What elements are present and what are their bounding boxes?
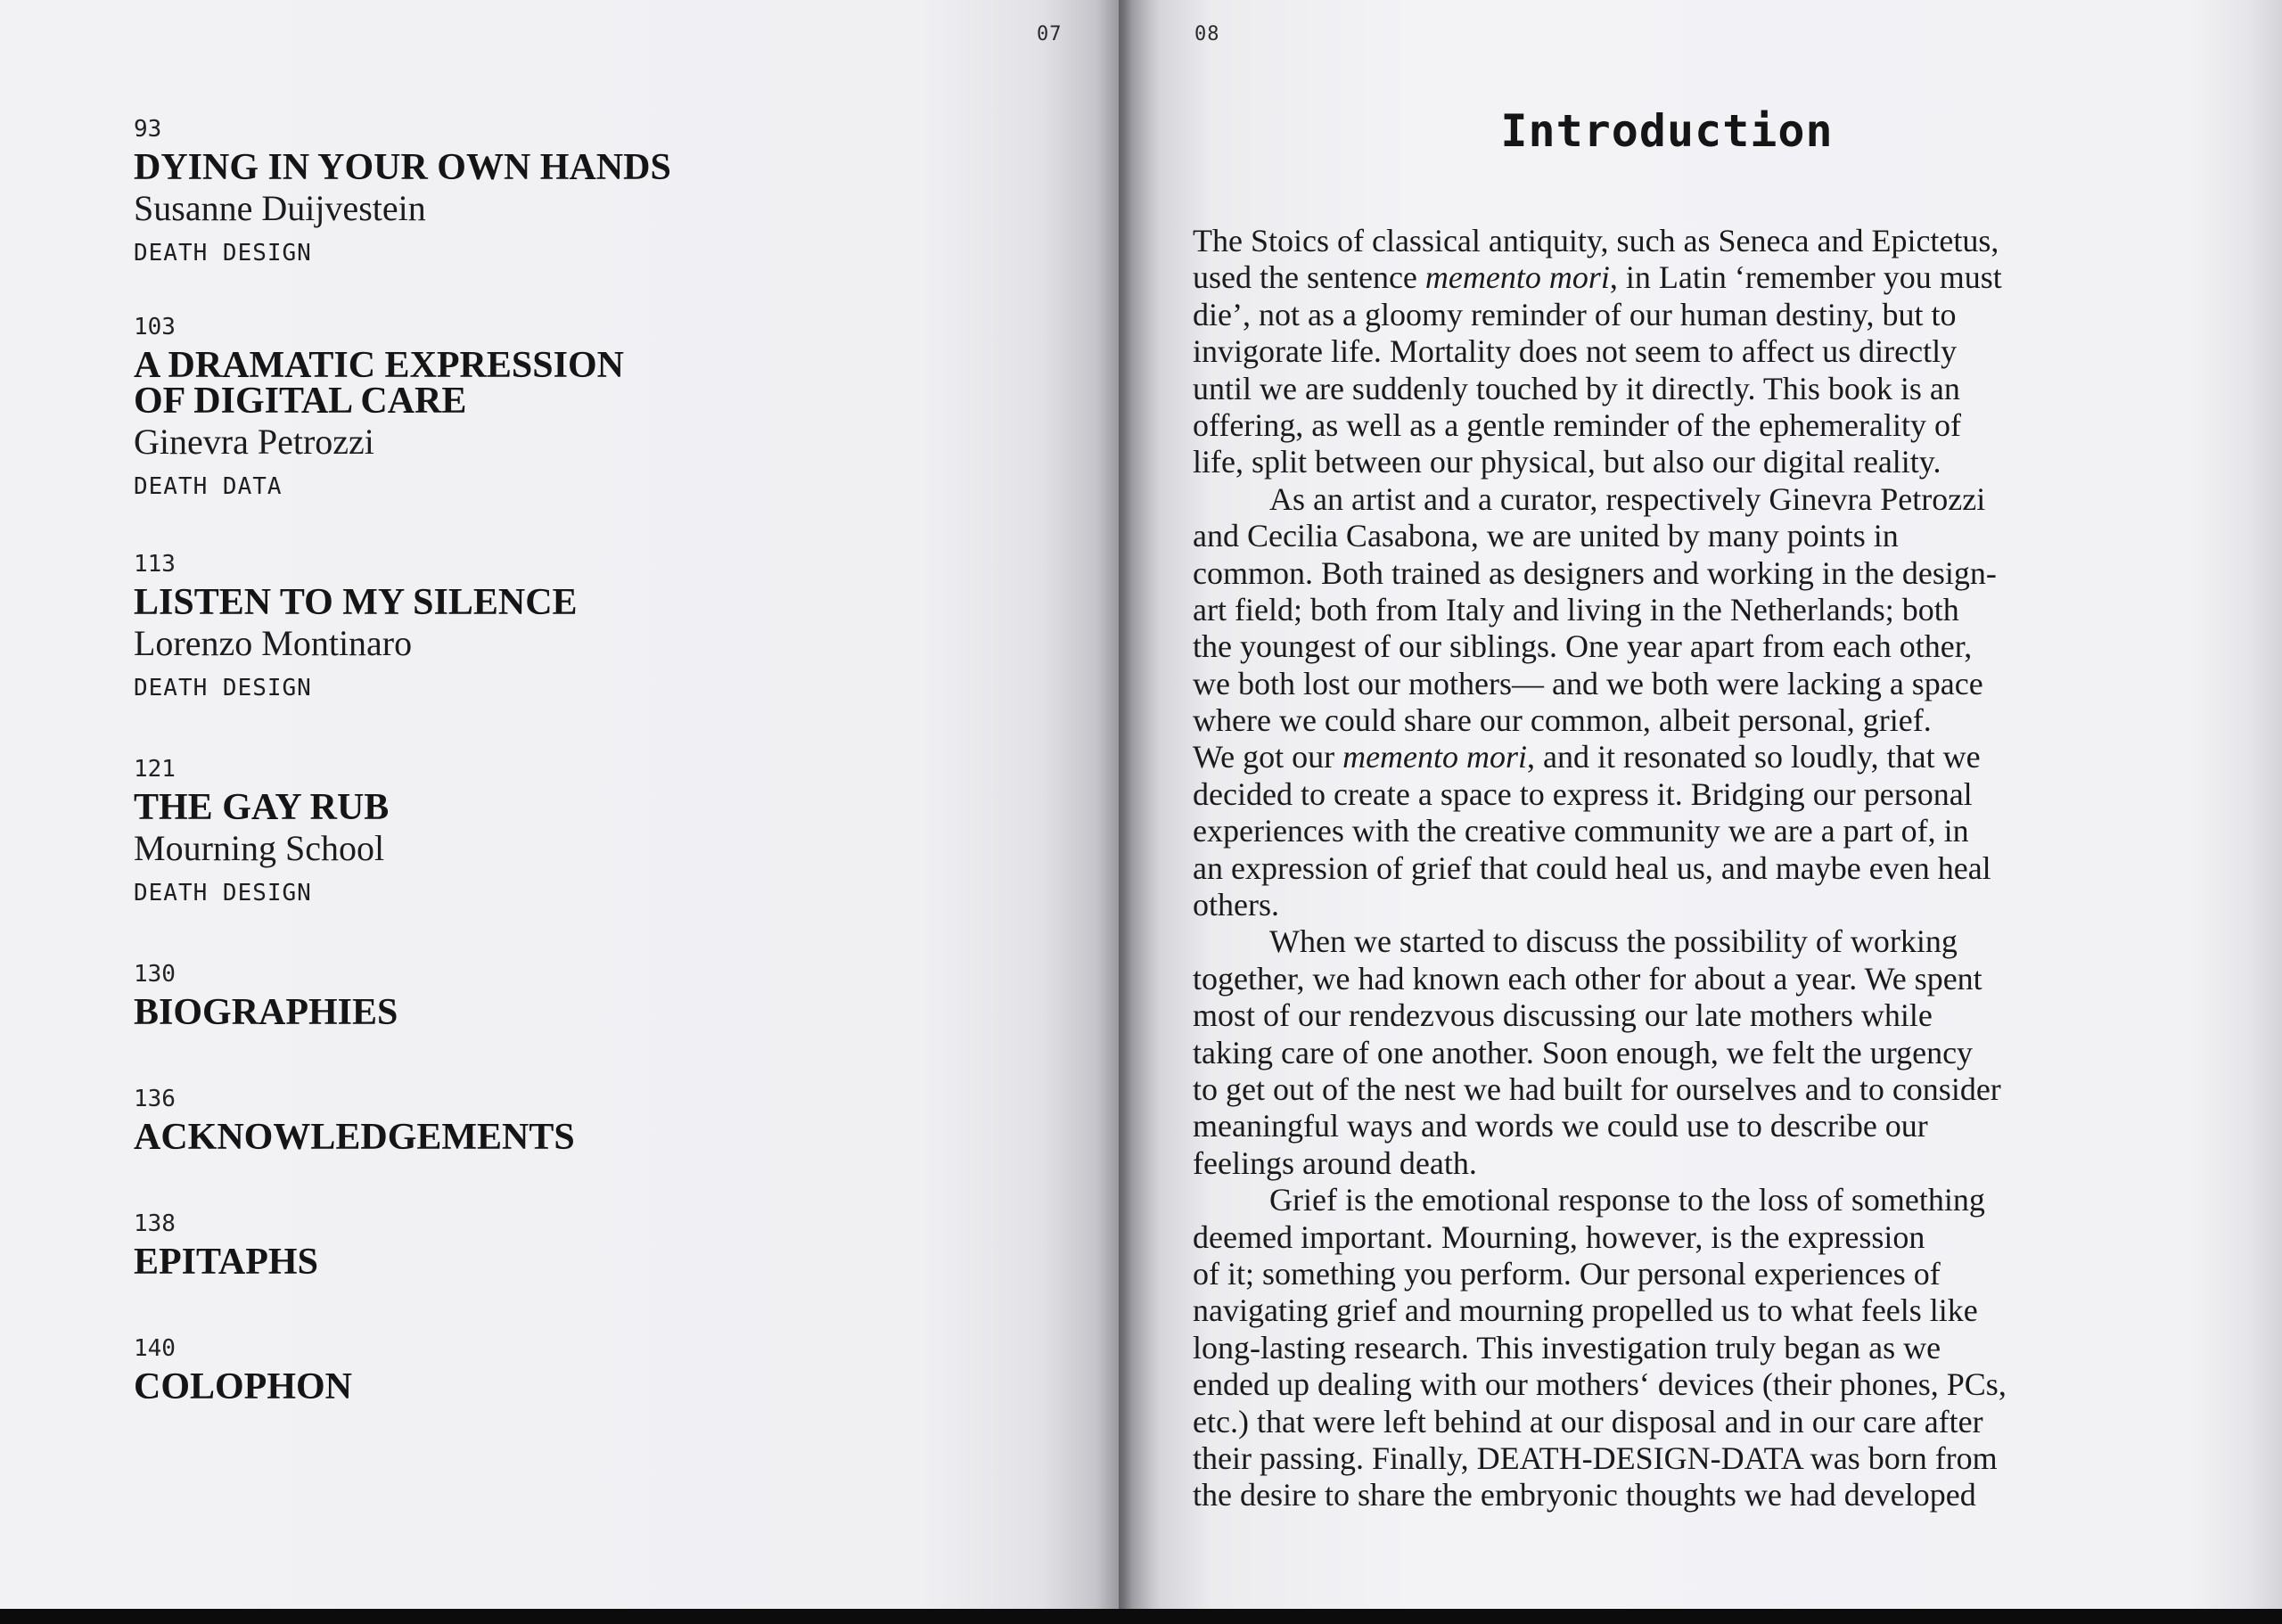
body-text-line: [1193, 1035, 2129, 1071]
text-run: meaningful ways and words we could use to describe our: [1193, 1108, 1928, 1144]
text-run: We got our: [1193, 739, 1343, 775]
text-run: common. Both trained as designers and working in the design-: [1193, 554, 1997, 591]
body-text-line: [1193, 1440, 2129, 1477]
text-run: die’, not as a gloomy reminder of our human destiny, but to: [1193, 296, 1957, 332]
toc-title-line: EPITAPHS: [134, 1242, 318, 1283]
text-run: long-lasting research. This investigation truly began as we: [1193, 1329, 1941, 1366]
text-run: , in Latin ‘remember you must: [1609, 259, 2002, 296]
body-text-line: [1193, 555, 2129, 592]
body-text-line: [1193, 297, 2129, 333]
body-text-line: [1193, 259, 2129, 296]
text-run: life, split between our physical, but also our digital reality.: [1193, 444, 1941, 480]
toc-title: [134, 345, 1025, 422]
body-text-line: [1193, 961, 2129, 997]
toc-title-line: LISTEN TO MY SILENCE: [134, 582, 578, 623]
body-text-line: [1193, 628, 2129, 665]
text-run: until we are suddenly touched by it directly. This book is an: [1193, 370, 1960, 406]
toc-title: [134, 1242, 1025, 1283]
text-run: the youngest of our siblings. One year apart from each other,: [1193, 628, 1973, 665]
body-text-line: [1193, 371, 2129, 407]
body-text-line: [1193, 702, 2129, 739]
body-text-line: [1193, 1292, 2129, 1329]
toc-title-line: COLOPHON: [134, 1366, 353, 1407]
toc-title-line: DYING IN YOUR OWN HANDS: [134, 147, 671, 188]
toc-entry: [134, 114, 1025, 271]
toc-page-number: 103: [134, 314, 176, 340]
page-number-left: 07: [1037, 23, 1063, 45]
body-text-line: [1193, 776, 2129, 813]
toc-entry: [134, 1209, 1025, 1283]
toc-author: Lorenzo Montinaro: [134, 623, 413, 663]
toc-entry: [134, 1333, 1025, 1405]
body-text-line: [1193, 407, 2129, 444]
text-run: As an artist and a curator, respectively Ginevra Petrozzi: [1269, 480, 1986, 517]
text-run: where we could share our common, albeit personal, grief.: [1193, 702, 1932, 739]
toc-title: [134, 147, 1025, 188]
body-text-line: [1193, 1330, 2129, 1366]
text-run: etc.) that were left behind at our disposal and in our care after: [1193, 1403, 1983, 1439]
toc-author: Ginevra Petrozzi: [134, 422, 374, 462]
body-text-line: [1193, 592, 2129, 628]
toc-title-line: OF DIGITAL CARE: [134, 381, 467, 422]
toc-title: [134, 1366, 1025, 1407]
toc-page-number: 113: [134, 551, 176, 578]
body-text-line: [1193, 850, 2129, 887]
toc-category: DEATH DESIGN: [134, 240, 312, 267]
text-run: others.: [1193, 887, 1279, 923]
toc-author: Susanne Duijvestein: [134, 188, 426, 228]
body-text-line: [1193, 444, 2129, 480]
body-text-line: [1193, 518, 2129, 554]
introduction-heading: Introduction: [1500, 105, 1834, 157]
toc-title: [134, 582, 1025, 623]
text-run: an expression of grief that could heal us, and maybe even heal: [1193, 849, 1991, 886]
text-run: we both lost our mothers— and we both were lacking a space: [1193, 665, 1983, 701]
body-text-line: [1193, 333, 2129, 370]
toc-entry: [134, 959, 1025, 1033]
toc-page-number: 138: [134, 1210, 176, 1237]
italic-phrase: memento mori: [1342, 739, 1528, 775]
body-text-line: [1193, 1256, 2129, 1292]
toc-title: [134, 787, 1025, 828]
body-text-line: [1193, 923, 2129, 960]
text-run: feelings around death.: [1193, 1144, 1477, 1181]
body-text-line: [1193, 666, 2129, 702]
toc-entry: [134, 549, 1025, 706]
page-number-right: 08: [1194, 23, 1220, 45]
toc-category: DEATH DESIGN: [134, 880, 312, 906]
text-run: offering, as well as a gentle reminder of the ephemerality of: [1193, 406, 1961, 443]
body-text-line: [1193, 1071, 2129, 1108]
toc-title-line: A DRAMATIC EXPRESSION: [134, 345, 624, 386]
text-run: art field; both from Italy and living in the Netherlands; both: [1193, 591, 1959, 627]
text-run: to get out of the nest we had built for ourselves and to consider: [1193, 1070, 2001, 1107]
toc-category: DEATH DESIGN: [134, 675, 312, 701]
text-run: and Cecilia Casabona, we are united by many points in: [1193, 518, 1899, 554]
toc-page-number: 93: [134, 116, 162, 143]
text-run: , and it resonated so loudly, that we: [1527, 739, 1981, 775]
text-run: their passing. Finally, DEATH-DESIGN-DATA was born from: [1193, 1439, 1998, 1476]
toc-title: [134, 992, 1025, 1033]
text-run: used the sentence: [1193, 259, 1425, 296]
body-text-line: [1193, 481, 2129, 518]
text-run: The Stoics of classical antiquity, such as Seneca and Epictetus,: [1193, 223, 1999, 258]
body-text-line: [1193, 887, 2129, 923]
text-run: experiences with the creative community we are a part of, in: [1193, 813, 1969, 849]
bottom-edge: [0, 1609, 2282, 1624]
text-run: the desire to share the embryonic thoughts we had developed: [1193, 1477, 1976, 1513]
text-run: When we started to discuss the possibility of working: [1269, 923, 1958, 960]
text-run: Grief is the emotional response to the loss of something: [1269, 1182, 1985, 1218]
body-text-line: [1193, 1404, 2129, 1440]
body-text-line: [1193, 1219, 2129, 1256]
body-text-line: [1193, 1366, 2129, 1403]
toc-page-number: 130: [134, 961, 176, 988]
toc-entry: [134, 1084, 1025, 1158]
book-gutter: [1096, 0, 1150, 1609]
toc-title-line: THE GAY RUB: [134, 787, 390, 828]
body-text-line: [1193, 1108, 2129, 1144]
toc-title-line: ACKNOWLEDGEMENTS: [134, 1117, 575, 1158]
body-text-line: [1193, 997, 2129, 1034]
text-run: together, we had known each other for about a year. We spent: [1193, 960, 1982, 997]
text-run: taking care of one another. Soon enough, we felt the urgency: [1193, 1034, 1974, 1070]
introduction-body: [1193, 223, 2129, 1514]
toc-page-number: 121: [134, 756, 176, 783]
body-text-line: [1193, 1145, 2129, 1182]
text-run: navigating grief and mourning propelled us to what feels like: [1193, 1292, 1978, 1329]
text-run: decided to create a space to express it. Bridging our personal: [1193, 775, 1973, 812]
body-text-line: [1193, 813, 2129, 849]
italic-phrase: memento mori: [1424, 259, 1610, 296]
body-text-line: [1193, 1182, 2129, 1218]
text-run: of it; something you perform. Our personal experiences of: [1193, 1255, 1941, 1292]
text-run: most of our rendezvous discussing our late mothers while: [1193, 997, 1933, 1034]
toc-title: [134, 1117, 1025, 1158]
toc-entry: [134, 754, 1025, 911]
body-text-line: [1193, 1477, 2129, 1513]
body-text-line: [1193, 223, 2129, 259]
toc-page-number: 140: [134, 1335, 176, 1362]
toc-title-line: BIOGRAPHIES: [134, 992, 398, 1033]
toc-author: Mourning School: [134, 828, 385, 868]
toc-category: DEATH DATA: [134, 473, 283, 500]
text-run: deemed important. Mourning, however, is the expression: [1193, 1218, 1925, 1255]
toc-page-number: 136: [134, 1086, 176, 1112]
toc-entry: [134, 312, 1025, 504]
text-run: invigorate life. Mortality does not seem to affect us directly: [1193, 333, 1958, 370]
text-run: ended up dealing with our mothers‘ devices (their phones, PCs,: [1193, 1366, 2007, 1403]
body-text-line: [1193, 739, 2129, 775]
